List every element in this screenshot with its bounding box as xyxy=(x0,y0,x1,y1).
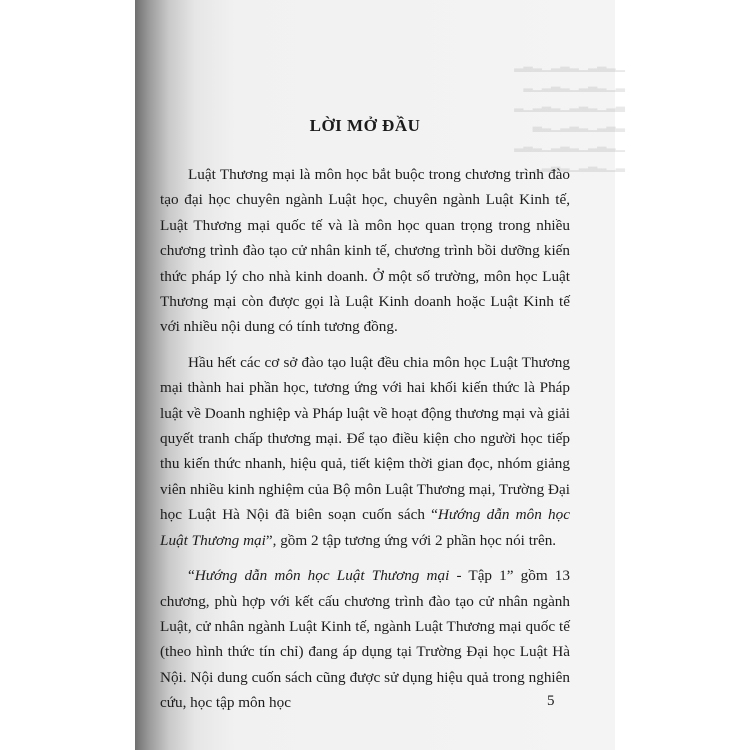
paragraph-1-text: Luật Thương mại là môn học bắt buộc trong chương trình đào tạo đại học chuyên ngành Luật học, chuyên ngành Luật Kinh tế, Luật Thương mại quốc tế và là môn học quan trọng trong nhiều chương trình đào tạo cử nhân kinh tế, chương trình bồi dưỡng kiến thức pháp lý cho nhà kinh doanh. Ở một số trường, môn học Luật Thương mại còn được gọi là Luật Kinh doanh hoặc Luật Kinh tế với nhiều nội dung có tính tương đồng. xyxy=(160,166,570,336)
paragraph-1 xyxy=(160,162,570,340)
chapter-title: LỜI MỞ ĐẦU xyxy=(309,116,421,135)
paragraph-3 xyxy=(160,563,570,715)
paragraph-3-open-quote: “ xyxy=(188,567,195,585)
paragraph-2-text-b: ”, gồm 2 tập tương ứng với 2 phần học nói trên. xyxy=(265,531,557,549)
book-title-italic-2: Hướng dẫn môn học Luật Thương mại xyxy=(194,567,450,585)
paragraph-2-text-a: Hầu hết các cơ sở đào tạo luật đều chia môn học Luật Thương mại thành hai phần học, tương ứng với hai khối kiến thức là Pháp luật về Doanh nghiệp và Pháp luật về hoạt động thương mại và giải quyết tranh chấp thương mại. Để tạo điều kiện cho người học tiếp thu kiến thức nhanh, hiệu quả, tiết kiệm thời gian đọc, nhóm giảng viên nhiều kinh nghiệm của Bộ môn Luật Thương mại, Trường Đại học Luật Hà Nội đã biên soạn cuốn sách “ xyxy=(160,353,570,524)
paragraph-2 xyxy=(160,350,570,553)
page-number: 5 xyxy=(547,693,555,709)
page-content xyxy=(160,100,570,726)
paragraph-3-text: - Tập 1” gồm 13 chương, phù hợp với kết cấu chương trình đào tạo cử nhân ngành Luật, cử nhân ngành Luật Kinh tế, ngành Luật Thương mại quốc tế (theo hình thức tín chỉ) đang áp dụng tại Trường Đại học Luật Hà Nội. Nội dung cuốn sách cũng được sử dụng hiệu quả trong nghiên cứu, học tập môn học xyxy=(160,567,570,712)
show-through-text: ▁▂▃▂▁▂▃▂▁▂▃▂ ▂▁▂▃▂▁▂▃▂▁▂ ▃▂▁▂▃▂▁▂▃▂▁▂ ▂▃▂▁▂▃▂▁▂▃ ▁▂▃▂▁▂▃▂▁▂▃▂ ▂▁▂▃▂▁▂▃▂▁ xyxy=(514,58,625,172)
book-title-italic: Hướng dẫn môn học Luật Thương mại xyxy=(160,506,570,549)
